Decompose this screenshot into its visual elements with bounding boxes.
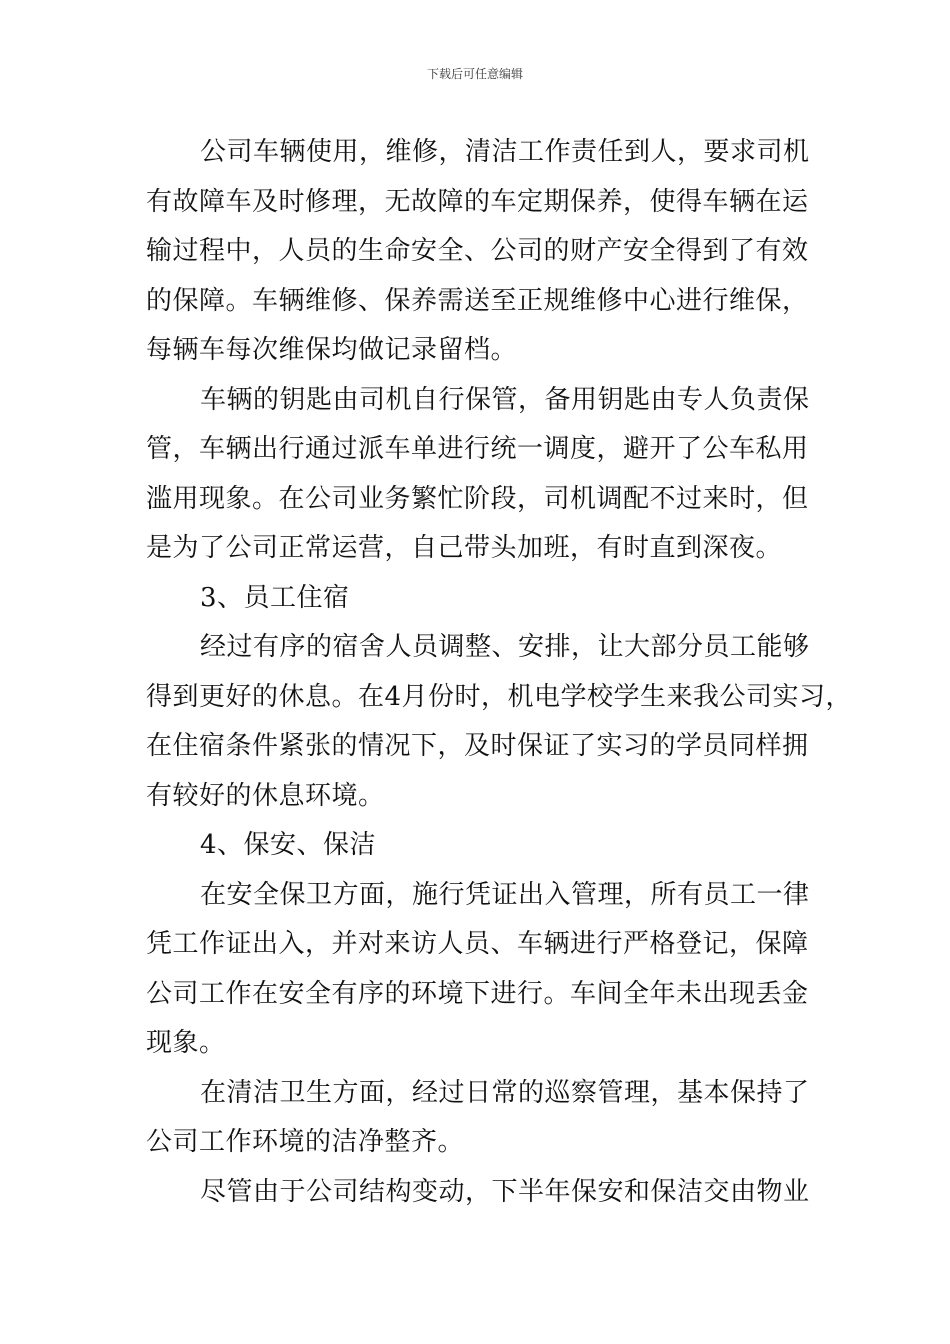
text-line: 得到更好的休息。在4月份时，机电学校学生来我公司实习， [146, 681, 853, 712]
page-header: 下载后可任意编辑 [426, 67, 523, 81]
text-line: 公司工作在安全有序的环境下进行。车间全年未出现丢金 [146, 978, 809, 1009]
text-line: 在住宿条件紧张的情况下，及时保证了实习的学员同样拥 [146, 731, 809, 761]
text-line: 车辆的钥匙由司机自行保管，备用钥匙由专人负责保 [200, 384, 810, 415]
section-heading: 4、保安、保洁 [200, 830, 377, 860]
text-line: 凭工作证出入，并对来访人员、车辆进行严格登记，保障 [146, 929, 809, 959]
text-line: 尽管由于公司结构变动，下半年保安和保洁交由物业 [200, 1176, 810, 1207]
text-line: 滥用现象。在公司业务繁忙阶段，司机调配不过来时，但 [146, 483, 809, 514]
text-line: 输过程中，人员的生命安全、公司的财产安全得到了有效 [146, 236, 809, 266]
text-line: 在安全保卫方面，施行凭证出入管理，所有员工一律 [200, 879, 810, 910]
document-body [146, 128, 853, 1217]
section-heading: 3、员工住宿 [200, 582, 350, 613]
text-line: 有故障车及时修理，无故障的车定期保养，使得车辆在运 [146, 186, 809, 217]
text-line: 公司车辆使用，维修，清洁工作责任到人，要求司机 [200, 137, 810, 167]
text-line: 每辆车每次维保均做记录留档。 [146, 335, 518, 365]
text-line: 在清洁卫生方面，经过日常的巡察管理，基本保持了 [200, 1077, 810, 1108]
text-line: 是为了公司正常运营，自己带头加班，有时直到深夜。 [146, 533, 783, 563]
text-line: 有较好的休息环境。 [146, 780, 385, 811]
text-line: 公司工作环境的洁净整齐。 [146, 1127, 465, 1157]
text-line: 管，车辆出行通过派车单进行统一调度，避开了公车私用 [146, 434, 809, 464]
text-line: 的保障。车辆维修、保养需送至正规维修中心进行维保， [146, 285, 809, 316]
text-line: 经过有序的宿舍人员调整、安排，让大部分员工能够 [200, 632, 810, 662]
text-line: 现象。 [146, 1028, 226, 1058]
